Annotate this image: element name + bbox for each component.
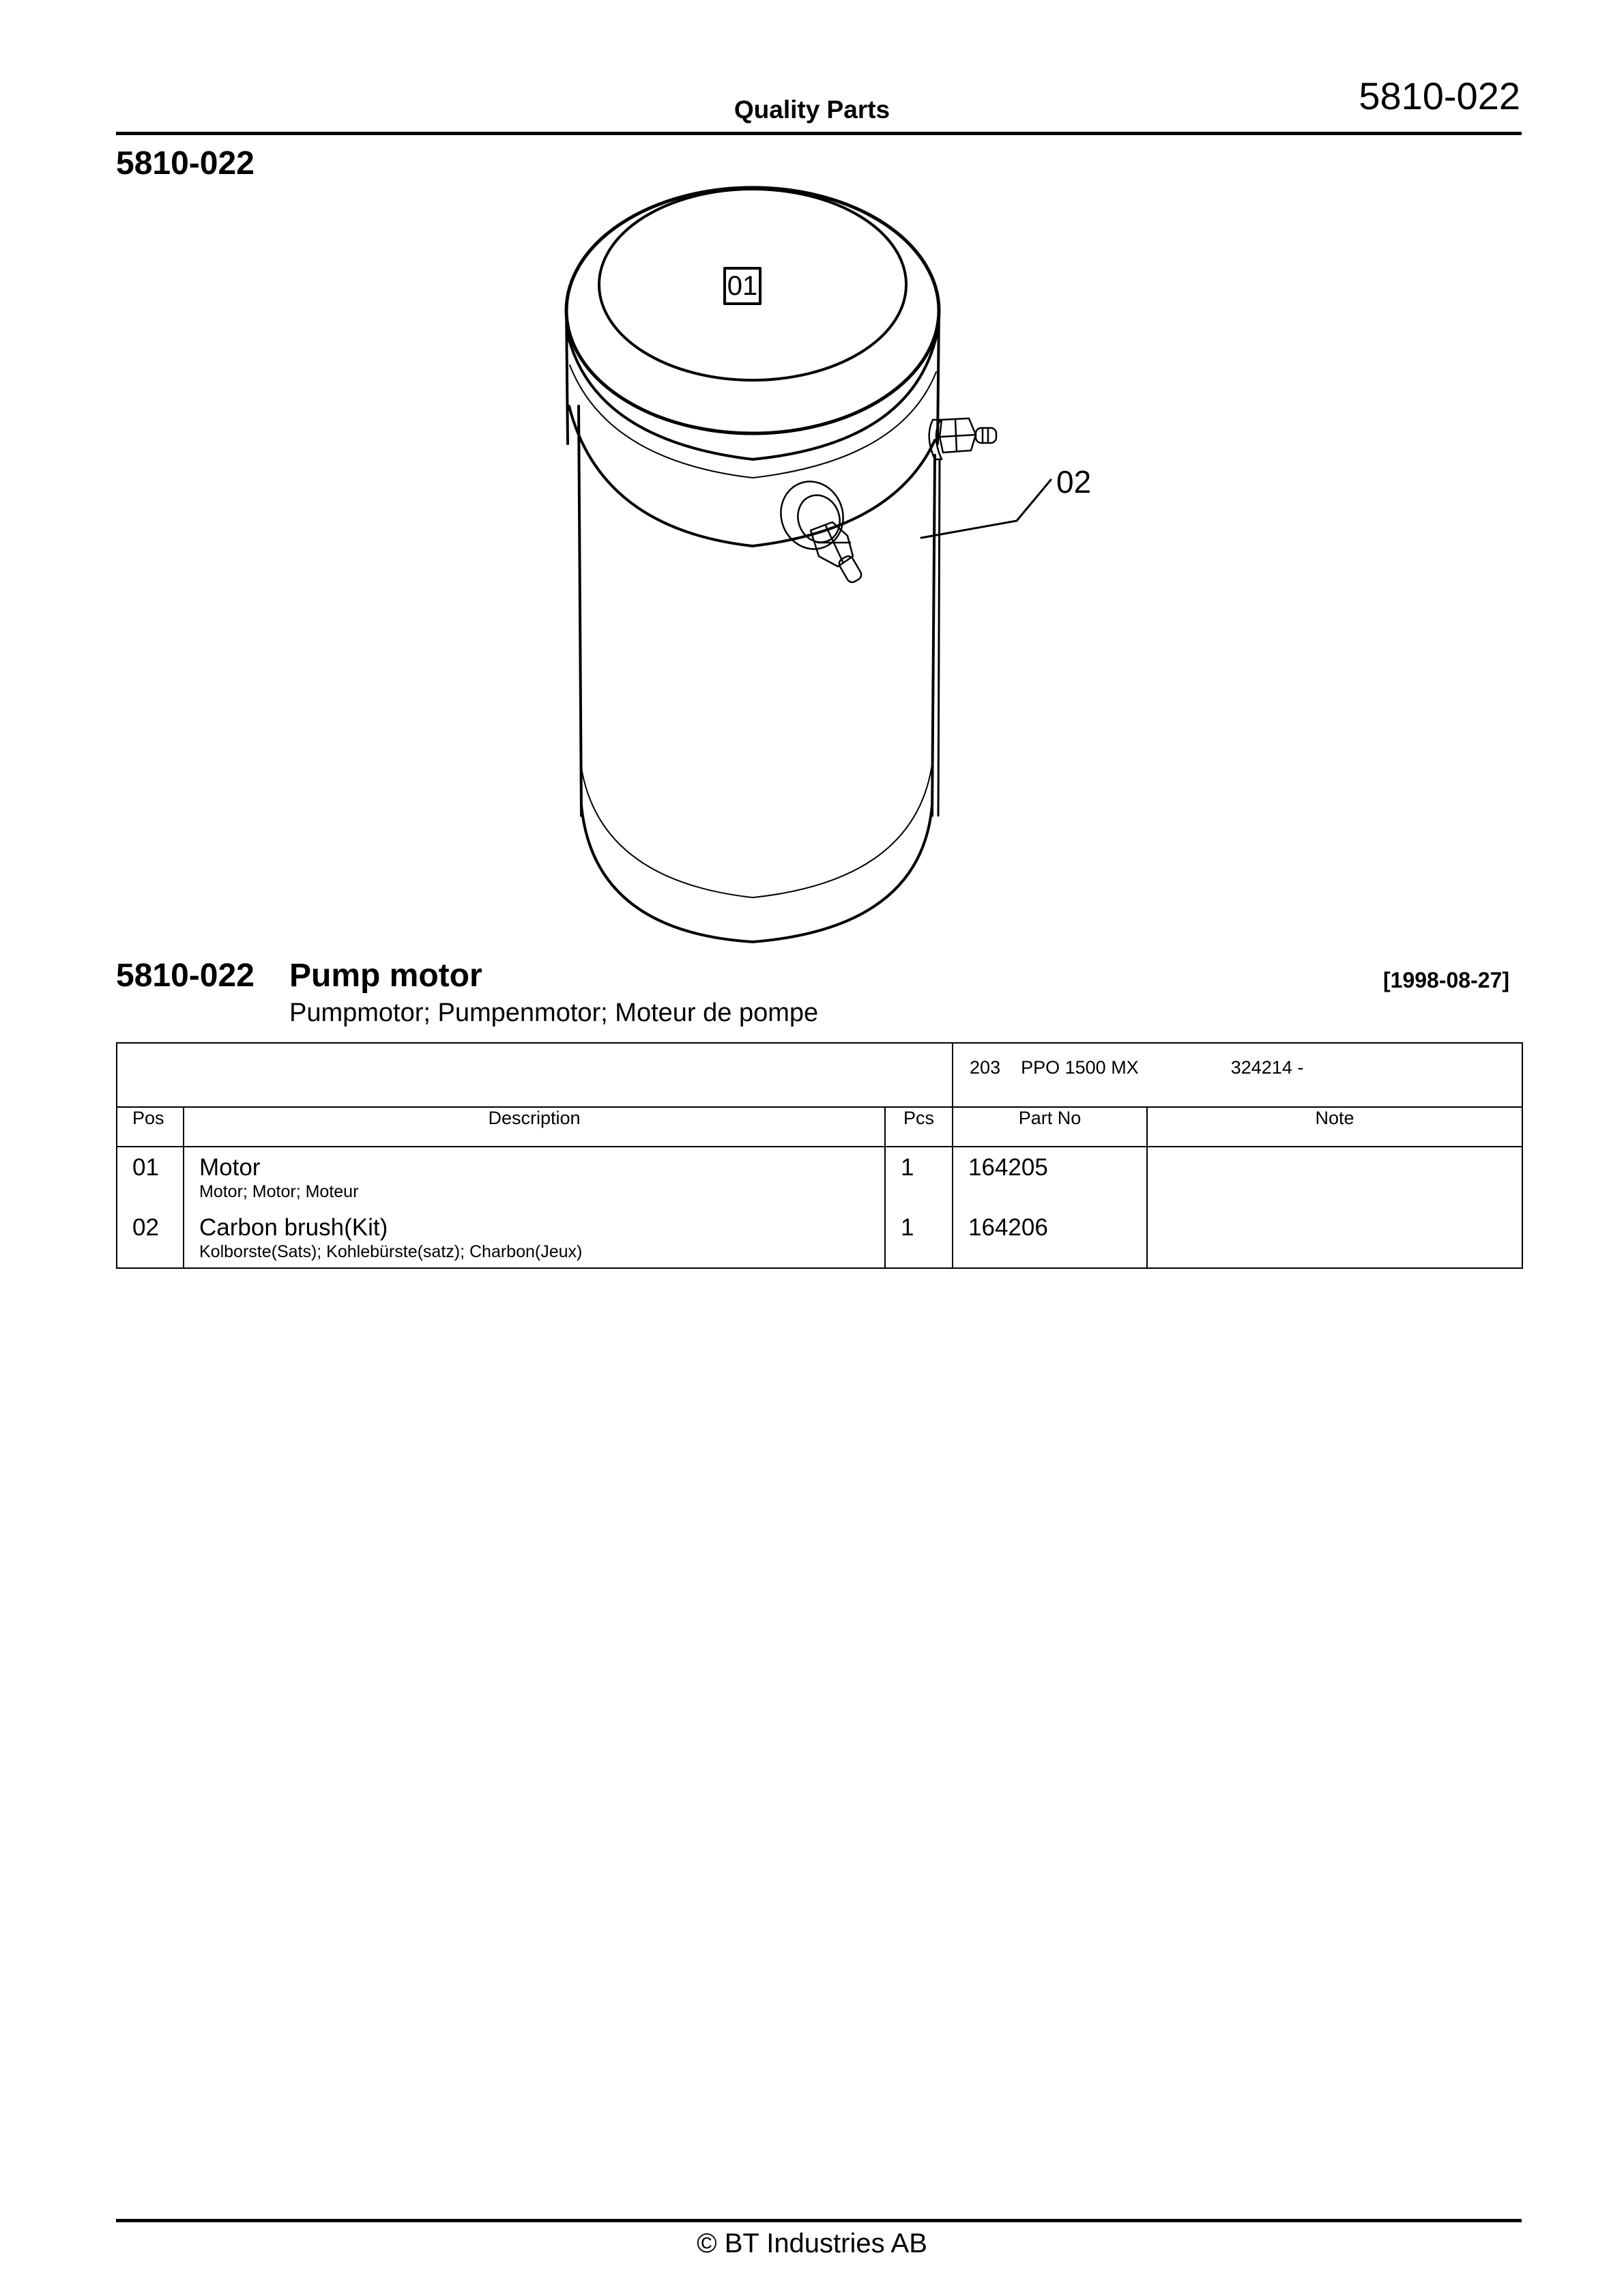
section-number: 5810-022 bbox=[116, 958, 255, 994]
row-translations: Motor; Motor; Moteur bbox=[199, 1182, 359, 1201]
pump-motor-drawing bbox=[532, 174, 1146, 945]
description-column bbox=[184, 1147, 885, 1268]
row-note bbox=[1148, 1147, 1522, 1154]
row-pcs: 1 bbox=[901, 1214, 914, 1241]
model-info bbox=[953, 1043, 1522, 1107]
model-code: 203 bbox=[970, 1057, 1001, 1078]
row-description: Motor bbox=[199, 1154, 261, 1181]
row-pos: 01 bbox=[132, 1154, 159, 1181]
section-subtitle: Pumpmotor; Pumpenmotor; Moteur de pompe bbox=[289, 999, 819, 1027]
pcs-column bbox=[885, 1147, 953, 1268]
row-translations: Kolborste(Sats); Kohlebürste(satz); Charbon(Jeux) bbox=[199, 1242, 583, 1261]
header-title: Quality Parts bbox=[734, 96, 890, 124]
part-no-column bbox=[953, 1147, 1147, 1268]
parts-table bbox=[116, 1042, 1523, 1269]
terminal-upper bbox=[929, 418, 996, 459]
terminal-lower bbox=[772, 473, 863, 584]
document-id: 5810-022 bbox=[116, 145, 255, 182]
callout-02: 02 bbox=[1056, 464, 1092, 500]
table-row bbox=[199, 1147, 884, 1207]
table-row bbox=[199, 1207, 884, 1267]
footer-divider bbox=[116, 2219, 1522, 2222]
column-header-description: Description bbox=[184, 1107, 885, 1147]
column-header-part-no: Part No bbox=[953, 1107, 1147, 1147]
model-serial: 324214 - bbox=[1230, 1057, 1304, 1078]
column-header-pcs: Pcs bbox=[885, 1107, 953, 1147]
table-body bbox=[117, 1147, 1522, 1268]
row-description: Carbon brush(Kit) bbox=[199, 1214, 388, 1241]
model-row-blank bbox=[117, 1043, 953, 1107]
column-header-note: Note bbox=[1147, 1107, 1522, 1147]
note-column bbox=[1147, 1147, 1522, 1268]
section-date: [1998-08-27] bbox=[1383, 968, 1509, 992]
pos-column bbox=[117, 1147, 184, 1268]
row-pos: 02 bbox=[132, 1214, 159, 1241]
model-row bbox=[117, 1043, 1522, 1107]
row-part-no: 164205 bbox=[968, 1154, 1048, 1181]
column-header-pos: Pos bbox=[117, 1107, 184, 1147]
row-part-no: 164206 bbox=[968, 1214, 1048, 1241]
header-page-code: 5810-022 bbox=[1359, 74, 1520, 117]
row-pcs: 1 bbox=[901, 1154, 914, 1181]
footer-copyright: © BT Industries AB bbox=[697, 2228, 927, 2258]
model-name: PPO 1500 MX bbox=[1021, 1057, 1139, 1078]
table-header-row bbox=[117, 1107, 1522, 1147]
header-divider bbox=[116, 132, 1522, 135]
section-title: Pump motor bbox=[289, 958, 482, 994]
callout-01: 01 bbox=[727, 271, 758, 301]
row-note bbox=[1148, 1207, 1522, 1214]
